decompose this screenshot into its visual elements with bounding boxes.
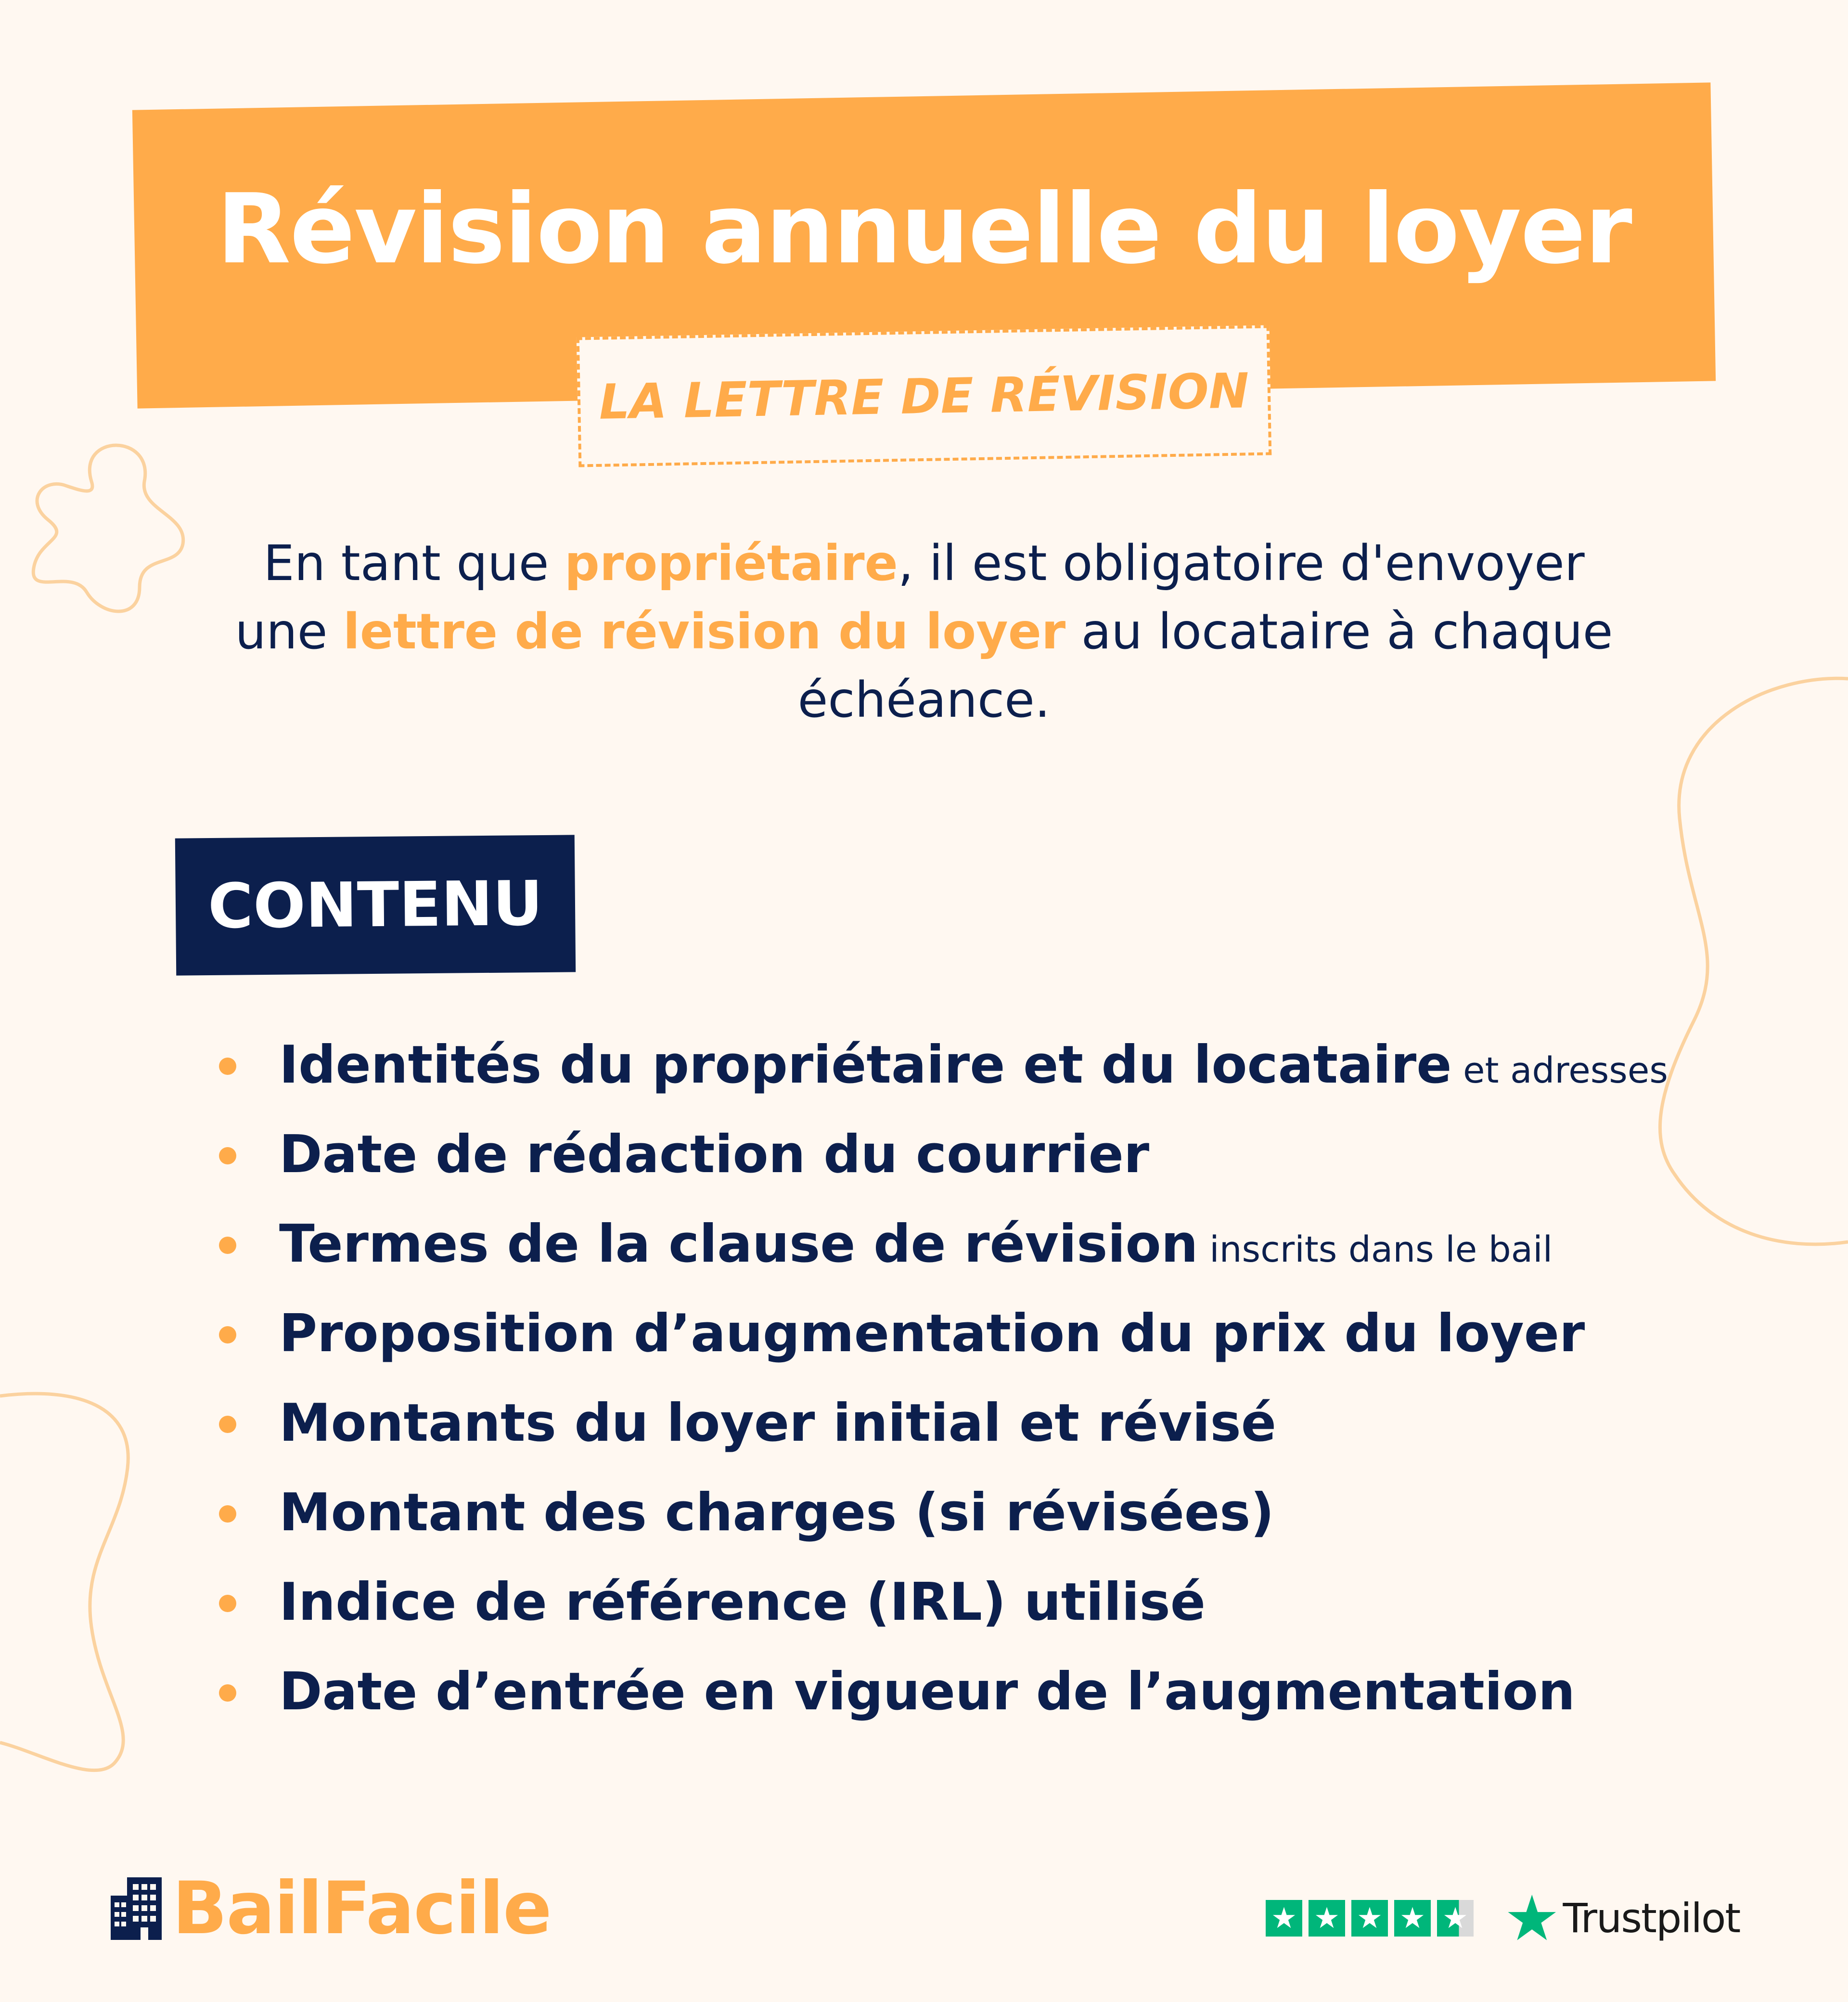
page-subtitle: LA LETTRE DE RÉVISION <box>598 362 1250 430</box>
bullet-icon <box>219 1595 236 1612</box>
intro-text: , il est obligatoire d'envoyer une <box>235 535 1585 660</box>
intro-highlight-letter: lettre de révision du loyer <box>343 603 1066 660</box>
list-item-title: Identités du propriétaire et du locataire <box>279 1035 1452 1095</box>
bullet-icon <box>219 1326 236 1343</box>
intro-highlight-owner: propriétaire <box>564 535 898 592</box>
star-icon: ★ <box>1266 1900 1302 1937</box>
list-item-title: Termes de la clause de révision <box>279 1214 1198 1274</box>
blob-left-bottom <box>0 1394 128 1770</box>
list-item-title: Date d’entrée en vigueur de l’augmentation <box>279 1662 1575 1722</box>
list-item <box>212 1379 1668 1468</box>
bullet-icon <box>219 1684 236 1702</box>
star-icon: ★ <box>1351 1900 1388 1937</box>
blob-left-top <box>33 445 183 611</box>
subtitle-box <box>577 325 1271 467</box>
list-item <box>212 1558 1668 1647</box>
list-item <box>212 1110 1668 1200</box>
buildings-icon <box>111 1877 162 1940</box>
list-item-title: Date de rédaction du courrier <box>279 1124 1150 1185</box>
list-item-title: Montants du loyer initial et révisé <box>279 1393 1276 1453</box>
list-item-detail: inscrits dans le bail <box>1198 1229 1553 1270</box>
intro-text: En tant que <box>263 535 565 592</box>
bullet-icon <box>219 1147 236 1164</box>
half-star-icon: ★ <box>1437 1900 1474 1937</box>
list-item <box>212 1020 1668 1110</box>
bullet-icon <box>219 1058 236 1075</box>
rating-stars <box>1266 1900 1480 1937</box>
star-icon: ★ <box>1394 1900 1431 1937</box>
list-item <box>212 1468 1668 1558</box>
star-icon: ★ <box>1309 1900 1345 1937</box>
list-item <box>212 1289 1668 1379</box>
list-item-title: Proposition d’augmentation du prix du loyer <box>279 1304 1585 1364</box>
page-title: Révision annuelle du loyer <box>217 173 1631 285</box>
trustpilot-star-icon: ★ <box>1504 1882 1560 1955</box>
content-list <box>212 1020 1668 1737</box>
section-label: CONTENU <box>175 835 576 975</box>
blob-right <box>1660 678 1848 1244</box>
trustpilot-logo <box>1504 1882 1740 1955</box>
bullet-icon <box>219 1416 236 1433</box>
list-item-title: Indice de référence (IRL) utilisé <box>279 1572 1206 1632</box>
trustpilot-name: Trustpilot <box>1563 1895 1740 1942</box>
bullet-icon <box>219 1237 236 1254</box>
intro-text: au locataire à chaque échéance. <box>797 603 1613 729</box>
brand-name: BailFacile <box>172 1867 551 1950</box>
list-item <box>212 1647 1668 1737</box>
bullet-icon <box>219 1505 236 1523</box>
trustpilot-rating[interactable] <box>1266 1882 1740 1955</box>
intro-paragraph <box>231 530 1617 735</box>
brand-logo[interactable] <box>111 1868 551 1950</box>
list-item-title: Montant des charges (si révisées) <box>279 1483 1274 1543</box>
list-item <box>212 1200 1668 1289</box>
list-item-detail: et adresses <box>1451 1050 1668 1091</box>
